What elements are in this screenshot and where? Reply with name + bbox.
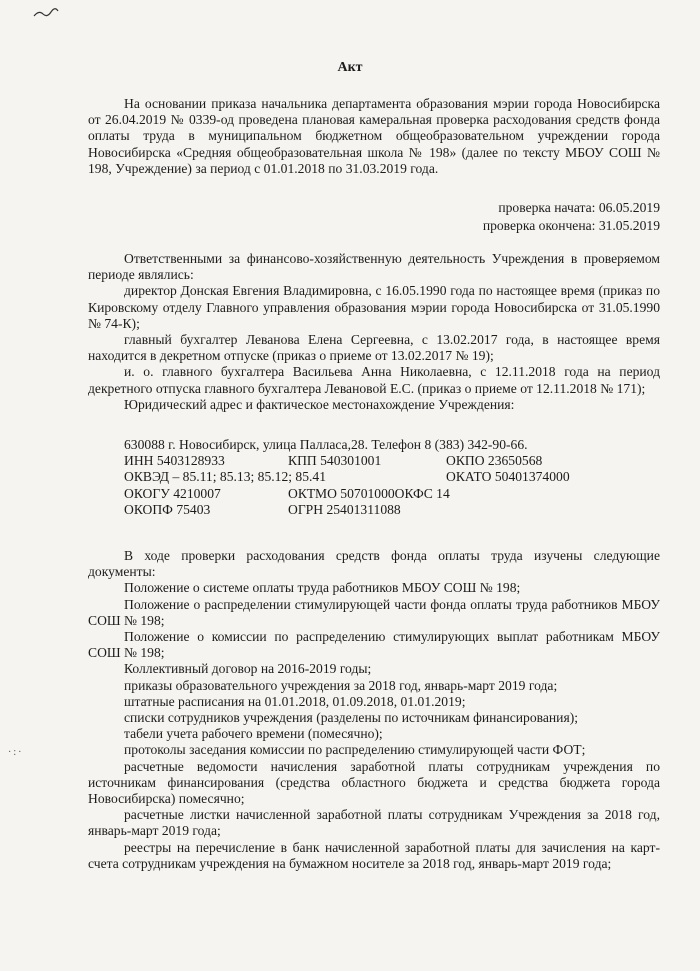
document-item: расчетные листки начисленной заработной платы сотрудникам Учреждения за 2018 год, январь-март 2019 года; (88, 807, 660, 839)
document-item: списки сотрудников учреждения (разделены по источникам финансирования); (124, 710, 579, 726)
document-item: Положение о системе оплаты труда работников МБОУ СОШ № 198; (124, 580, 521, 596)
code-okato: ОКАТО 50401374000 (446, 469, 570, 485)
address-title: Юридический адрес и фактическое местонахождение Учреждения: (124, 396, 515, 412)
responsible-acting-accountant: и. о. главного бухгалтера Васильева Анна Николаевна, с 12.11.2018 года на период декретного отпуска главного бухгалтера Левановой Е.С. (приказ о приеме от 12.11.2018 № 171); (88, 364, 660, 396)
codes-row (124, 486, 624, 502)
codes-row (124, 502, 624, 518)
inspection-start: проверка начата: 06.05.2019 (498, 200, 660, 215)
scan-speck: ·:· (8, 747, 24, 758)
document-item: штатные расписания на 01.01.2018, 01.09.2018, 01.01.2019; (124, 693, 466, 709)
code-ogrn: ОГРН 25401311088 (288, 501, 401, 517)
document-title: Акт (337, 60, 363, 75)
codes-row (124, 453, 624, 469)
registration-codes (124, 453, 624, 518)
code-inn: ИНН 5403128933 (124, 453, 225, 468)
document-item: табели учета рабочего времени (помесячно); (124, 726, 383, 742)
document-item: реестры на перечисление в банк начисленной заработной платы для зачисления на карт-счета сотрудникам учреждения на бумажном носителе за 2018 год, январь-март 2019 года; (88, 839, 660, 871)
code-okogu: ОКОГУ 4210007 (124, 485, 221, 501)
document-item: Положение о комиссии по распределению стимулирующих выплат работникам МБОУ СОШ № 198; (88, 629, 660, 661)
documents-intro: В ходе проверки расходования средств фонда оплаты труда изучены следующие документы: (88, 548, 660, 580)
intro-paragraph: На основании приказа начальника департамента образования мэрии города Новосибирска от 26.04.2019 № 0339-од проведена плановая камеральная проверка расходования средств фонда оплаты труда в муниципальном бюджетном общеобразовательном учреждении города Новосибирска «Средняя общеобразовательная школа № 198» (далее по тексту МБОУ СОШ № 198, Учреждение) за период с 01.01.2018 по 31.03.2019 года. (88, 96, 660, 176)
document-item: Положение о распределении стимулирующей части фонда оплаты труда работников МБОУ СОШ № 198; (88, 596, 660, 628)
codes-row (124, 469, 624, 485)
code-oktmo-okfs: ОКТМО 50701000ОКФС 14 (288, 485, 450, 501)
code-okved: ОКВЭД – 85.11; 85.13; 85.12; 85.41 (124, 469, 327, 485)
responsible-intro: Ответственными за финансово-хозяйственную деятельность Учреждения в проверяемом периоде являлись: (88, 251, 660, 283)
code-okopf: ОКОПФ 75403 (124, 501, 211, 517)
document-item: расчетные ведомости начисления заработной платы сотрудникам учреждения по источникам финансирования (средства областного бюджета и средства бюджета города Новосибирска) помесячно; (88, 758, 660, 807)
document-item: приказы образовательного учреждения за 2018 год, январь-март 2019 года; (124, 677, 558, 693)
handwritten-mark (33, 8, 59, 18)
code-okpo: ОКПО 23650568 (446, 453, 543, 468)
responsible-chief-accountant: главный бухгалтер Леванова Елена Сергеевна, с 13.02.2017 года, в настоящее время находится в декретном отпуске (приказ о приеме от 13.02.2017 № 19); (88, 332, 660, 364)
responsible-section (88, 251, 660, 413)
document-item: протоколы заседания комиссии по распределению стимулирующей части ФОТ; (124, 742, 586, 758)
code-kpp: КПП 540301001 (288, 453, 382, 468)
responsible-director: директор Донская Евгения Владимировна, с 16.05.1990 года по настоящее время (приказ по Кировскому отделу Главного управления образования мэрии города Новосибирска от 31.05.1990 № 74-К); (88, 283, 660, 331)
inspection-end: проверка окончена: 31.05.2019 (482, 218, 660, 233)
document-item: Коллективный договор на 2016-2019 годы; (124, 661, 372, 677)
inspection-dates (483, 200, 660, 236)
address-line: 630088 г. Новосибирск, улица Палласа,28. Телефон 8 (383) 342-90-66. (124, 437, 528, 452)
documents-section (88, 548, 660, 872)
